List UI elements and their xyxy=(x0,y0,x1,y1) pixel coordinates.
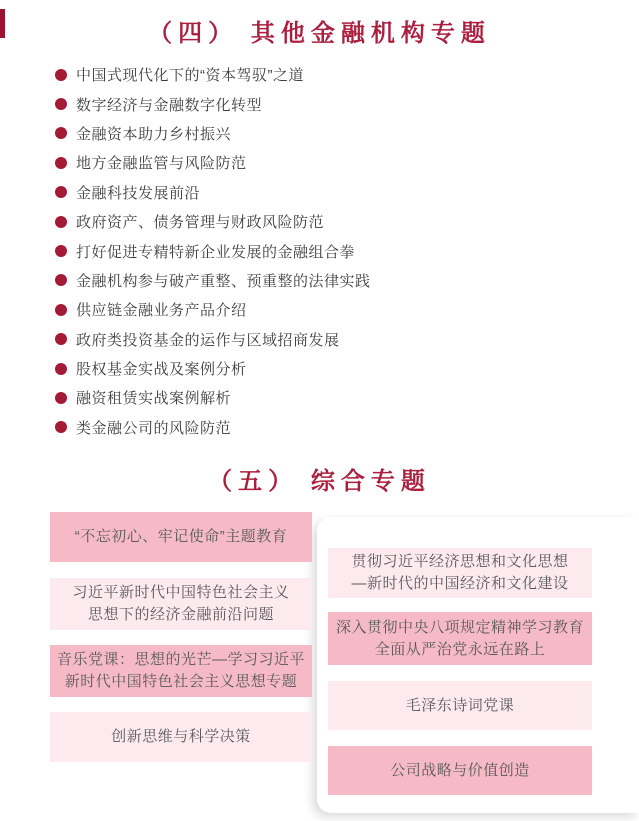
section4-title: （四） 其他金融机构专题 xyxy=(148,20,491,47)
topic-card-line: 全面从严治党永远在路上 xyxy=(374,640,546,658)
bullet-dot-icon xyxy=(55,216,67,228)
bullet-dot-icon xyxy=(55,127,67,139)
topic-card-line: 贯彻习近平经济思想和文化思想 xyxy=(351,553,569,570)
topic-label: 金融科技发展前沿 xyxy=(76,184,201,202)
topic-card xyxy=(50,712,312,762)
section5-title: （五） 综合专题 xyxy=(208,468,431,495)
bullet-dot-icon xyxy=(55,157,67,169)
topic-card-line: 公司战略与价值创造 xyxy=(390,761,530,779)
topic-label: 供应链金融业务产品介绍 xyxy=(76,302,247,320)
bullet-dot-icon xyxy=(55,186,67,198)
topic-item xyxy=(0,295,639,324)
topic-card-line: 习近平新时代中国特色社会主义 xyxy=(72,584,290,601)
bullet-dot-icon xyxy=(55,363,67,375)
topic-label: 融资租赁实战案例解析 xyxy=(76,390,232,408)
topic-card xyxy=(328,681,592,730)
topic-card-line: 音乐党课：思想的光芒—学习习近平 xyxy=(56,651,305,668)
bullet-dot-icon xyxy=(55,333,67,345)
topic-label: 打好促进专精特新企业发展的金融组合拳 xyxy=(76,243,356,261)
bullet-dot-icon xyxy=(55,69,67,81)
topic-label: 股权基金实战及案例分析 xyxy=(76,361,247,379)
bullet-dot-icon xyxy=(55,421,67,433)
topic-item xyxy=(0,60,639,89)
bullet-dot-icon xyxy=(55,274,67,286)
topic-card xyxy=(50,645,312,697)
topic-card-line: 思想下的经济金融前沿问题 xyxy=(87,606,274,623)
topic-card xyxy=(328,548,592,598)
topic-label: 金融资本助力乡村振兴 xyxy=(76,125,232,143)
topic-card xyxy=(328,612,592,665)
bullet-dot-icon xyxy=(55,245,67,257)
topic-label: 类金融公司的风险防范 xyxy=(76,419,232,437)
topic-item xyxy=(0,207,639,236)
bullet-dot-icon xyxy=(55,98,67,110)
bullet-dot-icon xyxy=(55,392,67,404)
topic-label: 金融机构参与破产重整、预重整的法律实践 xyxy=(76,272,371,290)
topic-card xyxy=(50,578,312,630)
topic-card xyxy=(50,512,312,562)
topic-label: 政府资产、债务管理与财政风险防范 xyxy=(76,214,325,232)
topic-card xyxy=(328,746,592,795)
topic-item xyxy=(0,178,639,207)
topic-card-line: 新时代中国特色社会主义思想专题 xyxy=(64,673,298,690)
topic-item xyxy=(0,148,639,177)
topic-label: 中国式现代化下的“资本驾驭”之道 xyxy=(76,67,304,85)
topic-label: 地方金融监管与风险防范 xyxy=(76,155,247,173)
topic-item xyxy=(0,236,639,265)
topic-item xyxy=(0,89,639,118)
topic-card-line: —新时代的中国经济和文化建设 xyxy=(351,575,569,592)
topic-item xyxy=(0,354,639,383)
topic-label: 数字经济与金融数字化转型 xyxy=(76,96,263,114)
topic-item xyxy=(0,383,639,412)
topic-card-line: 创新思维与科学决策 xyxy=(111,728,251,745)
topic-card-line: “不忘初心、牢记使命”主题教育 xyxy=(74,528,288,545)
topic-item xyxy=(0,325,639,354)
topic-item xyxy=(0,266,639,295)
topic-card-line: 深入贯彻中央八项规定精神学习教育 xyxy=(335,618,584,636)
topic-label: 政府类投资基金的运作与区域招商发展 xyxy=(76,331,340,349)
topic-list xyxy=(0,60,639,442)
topic-item xyxy=(0,119,639,148)
topic-item xyxy=(0,413,639,442)
bullet-dot-icon xyxy=(55,304,67,316)
topic-card-line: 毛泽东诗词党课 xyxy=(405,696,515,714)
